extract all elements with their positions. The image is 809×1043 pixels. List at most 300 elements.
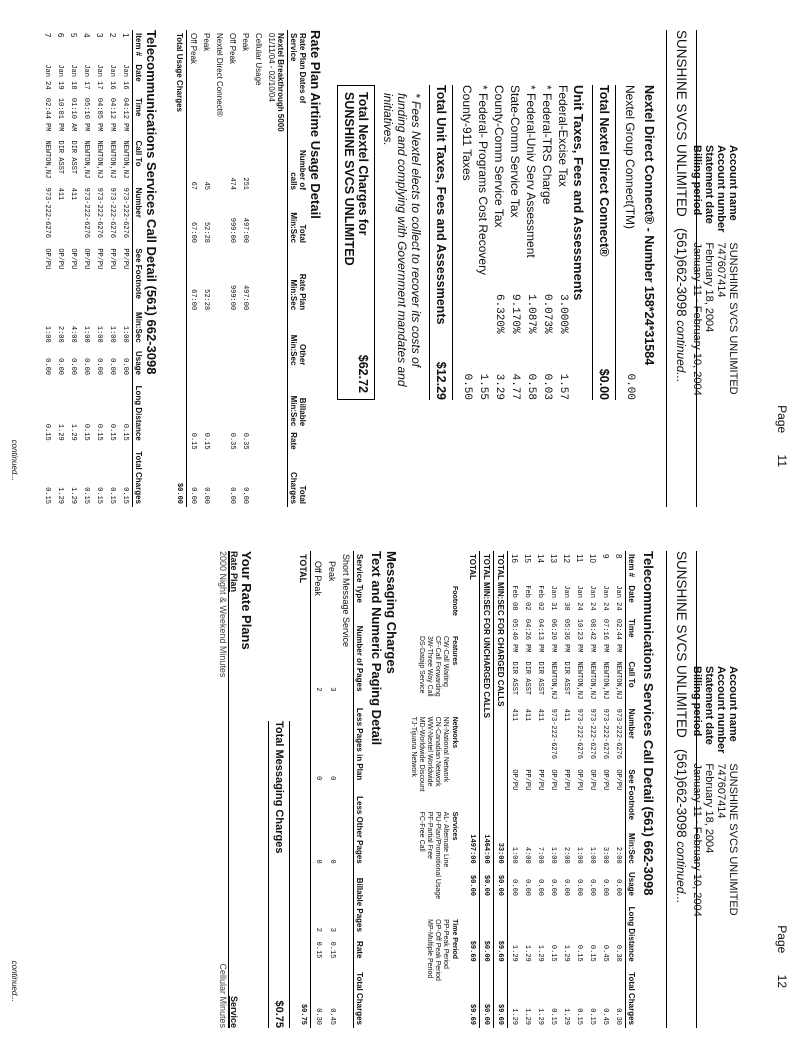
legend-item: NN-National Network [442, 716, 449, 783]
row-value: 999:00 [228, 284, 237, 311]
legend-item: DS-Datajp Service [418, 635, 425, 694]
call-to: NEWTON,NJ [575, 661, 584, 700]
column-header: Item # [626, 551, 638, 582]
total-row [480, 551, 494, 1028]
table-row [119, 30, 133, 507]
statement-page-12 [0, 521, 809, 1042]
column-header: See Footnote [626, 766, 638, 827]
legend-item: CN-Canadian Network [434, 716, 441, 787]
call-value: 1.29 [536, 944, 545, 962]
column-header: Number of Pages [354, 613, 366, 694]
call-date: Jan 16 [121, 64, 130, 90]
call-date: Feb 02 [523, 585, 532, 611]
item-number: 1 [121, 33, 130, 38]
row-value: 0 [328, 859, 336, 864]
call-value: 0.15 [43, 423, 52, 441]
call-number: 411 [69, 187, 78, 201]
tax-label: County-911 Taxes [460, 85, 474, 181]
page-header [691, 30, 809, 507]
call-footnote: OP/PU [69, 248, 78, 270]
row-value: 3 [328, 927, 336, 932]
row-value: 2 [314, 927, 322, 932]
call-value: 0.15 [588, 1008, 597, 1025]
row-value: 67:00 [189, 289, 198, 311]
call-value: 2:00 [56, 325, 65, 343]
call-time: 04:12 PM [121, 97, 130, 132]
call-date: Feb 02 [536, 585, 545, 611]
call-number: 973-222-6276 [43, 187, 52, 239]
row-value [187, 313, 201, 368]
row-value: 52:28 [202, 289, 211, 311]
call-value: 0.00 [108, 358, 117, 375]
table-row [612, 551, 626, 1028]
item-number: 8 [614, 554, 623, 559]
call-detail-title-p12: Telecommunications Services Call Detail (561) 662-3098 [641, 551, 656, 896]
call-value: 1.29 [69, 423, 78, 441]
tax-row [491, 85, 507, 400]
rate-plan-title: Rate Plan Airtime Usage Detail [308, 30, 323, 219]
call-value: 1.29 [510, 1008, 519, 1025]
legend-item: PU-Plan/Promotional Usage [434, 811, 441, 900]
item-number: 6 [56, 33, 65, 38]
row-value: 0.00 [189, 487, 198, 504]
call-to: DIR ASST [536, 661, 545, 696]
call-value: 0.00 [95, 358, 104, 375]
call-number: 411 [523, 708, 532, 722]
call-value: 1:00 [43, 325, 52, 343]
column-header: Call To [626, 659, 638, 706]
call-time: 04:13 PM [536, 618, 545, 653]
legend-item: CF-Call Forwarding [434, 635, 441, 697]
call-value: 0.15 [549, 944, 558, 962]
call-to: NEWTON,NJ [108, 140, 117, 179]
tax-rows [459, 85, 571, 400]
call-footnote: OP/PU [588, 769, 597, 791]
plan-name [265, 30, 288, 507]
call-value: 1.29 [69, 487, 78, 504]
call-time: 04:05 PM [95, 97, 104, 132]
row-value: 0.15 [202, 432, 211, 450]
call-value: 0.30 [614, 944, 623, 962]
call-value: 0.00 [588, 879, 597, 896]
ndc-title: Nextel Direct Connect® - Number 158*24*31584 [642, 85, 656, 366]
column-header: Long Distance [133, 378, 145, 444]
call-value: 0.00 [614, 879, 623, 896]
call-date: Jan 17 [95, 64, 104, 90]
call-number: 411 [510, 708, 519, 722]
column-header: Min:Sec [626, 827, 638, 866]
call-date: Jan 24 [614, 585, 623, 611]
tax-value: 0.03 [541, 373, 553, 400]
table-row [106, 30, 119, 507]
continued-footer: continued... [10, 960, 19, 1002]
tax-rate: 0.073% [541, 293, 553, 334]
call-value: 0.15 [588, 944, 597, 962]
call-time: 02:44 PM [614, 618, 623, 653]
item-number: 3 [95, 33, 104, 38]
row-value: 251 [241, 177, 250, 190]
total-label: TOTAL MIN:SEC FOR UNCHARGED CALLS [480, 551, 494, 827]
table-row [573, 551, 586, 1028]
call-value: 1.29 [510, 944, 519, 962]
row-value: 0.45 [328, 1008, 336, 1025]
column-header: Total Charges [626, 965, 638, 1028]
column-header: Service Type [354, 551, 366, 613]
column-header: Rate [288, 429, 309, 452]
total-value: $9.69 [466, 965, 480, 1028]
ndc-total-row: Total Nextel Direct Connect® $0.00 [592, 85, 616, 400]
call-date: Jan 30 [562, 585, 571, 611]
call-value: 0.00 [43, 358, 52, 375]
total-value: $0.00 [494, 867, 508, 899]
total-value: $0.00 [173, 453, 187, 507]
row-value: 3 [328, 687, 336, 692]
row-value: 0.00 [241, 487, 250, 504]
call-time: 02:44 PM [43, 97, 52, 132]
call-value: 0.15 [43, 487, 52, 504]
tax-row [459, 85, 475, 400]
page-header [691, 551, 809, 1028]
item-number: 11 [575, 554, 584, 563]
item-number: 10 [588, 554, 597, 563]
table-row [311, 551, 326, 1028]
column-header: Rate Plan Dates of Service [288, 30, 309, 133]
call-value: 0.00 [82, 358, 91, 375]
call-value: 0.00 [562, 879, 571, 896]
total-charges-box: Total Nextel Charges for SUNSHINE SVCS UNLIMITED $62.72 [337, 85, 375, 400]
call-time: 10:01 PM [56, 97, 65, 132]
legend-item: MP-Multiple Period [426, 919, 433, 979]
ndc-group-row: Nextel Group Connect(TM) 0.00 [623, 85, 637, 400]
column-header: Total Charges [288, 453, 309, 507]
call-time: 10:23 PM [575, 618, 584, 653]
call-date: Jan 16 [108, 64, 117, 90]
call-value: 1.29 [523, 944, 532, 962]
row-value: 0.00 [228, 487, 237, 504]
total-value: $9.69 [494, 965, 508, 1028]
table-row [93, 30, 106, 507]
column-header: Time [133, 95, 145, 138]
call-footnote: OP/PU [82, 248, 91, 270]
column-header: Call To [133, 138, 145, 185]
call-value: 0.15 [575, 1008, 584, 1025]
tax-row [539, 85, 555, 400]
item-number: 4 [82, 33, 91, 38]
column-header: Total Min:Sec [288, 193, 309, 246]
call-value: 1:00 [95, 325, 104, 343]
messaging-table [296, 551, 365, 1028]
table-row [80, 30, 93, 507]
call-value: 0.00 [56, 358, 65, 375]
row-value [252, 313, 265, 368]
total-label: TOTAL MIN:SEC FOR CHARGED CALLS [494, 551, 508, 827]
tax-rate: 6.320% [493, 293, 505, 334]
table-row [200, 30, 213, 507]
call-date: Feb 08 [510, 585, 519, 611]
call-to: DIR ASST [562, 661, 571, 696]
row-value [213, 133, 226, 193]
call-to: DIR ASST [510, 661, 519, 696]
row-value [252, 133, 265, 193]
total-value: $0.75 [296, 961, 311, 1028]
call-to: NEWTON,NJ [121, 140, 130, 179]
total-value: 33:00 [494, 827, 508, 866]
column-header: Less Pages in Plan [354, 694, 366, 783]
column-header: Other Min:Sec [288, 313, 309, 368]
row-label: Peak [327, 561, 337, 582]
row-label: Nextel Direct Connect® [215, 33, 224, 117]
call-value: 1.29 [562, 1008, 571, 1025]
legend-item: CW-Call Waiting [442, 635, 449, 687]
continued-line: SUNSHINE SVCS UNLIMITED (561)662-3098 continued... [666, 551, 697, 1028]
legend-item: PF-Partial Free [426, 811, 433, 860]
column-header: Time [626, 616, 638, 659]
call-value: 0.15 [549, 1008, 558, 1025]
call-footnote: PP/PU [108, 248, 117, 270]
table-row [239, 30, 252, 507]
column-header: Total Charges [133, 444, 145, 507]
call-value: 0.15 [108, 423, 117, 441]
column-header: Total Charges [354, 961, 366, 1028]
row-value [213, 193, 226, 246]
table-row [521, 551, 534, 1028]
row-label: Off Peak [228, 33, 237, 64]
call-value: 1:00 [575, 846, 584, 864]
call-date: Jan 31 [549, 585, 558, 611]
item-number: 16 [510, 554, 519, 563]
row-value [187, 368, 201, 429]
total-value: $0.00 [480, 899, 494, 965]
call-value: 0.15 [121, 423, 130, 441]
fees-note: * Fees Nextel elects to collect to recover its costs of funding and complying with Government mandates and initiatives. [381, 93, 423, 387]
table-row [599, 551, 612, 1028]
call-footnote: PP/PU [121, 248, 130, 270]
row-label: Cellular Usage [254, 33, 263, 86]
tax-value: 0.50 [461, 373, 473, 400]
table-row [339, 551, 354, 1028]
total-row [296, 551, 311, 1028]
call-to: NEWTON,NJ [601, 661, 610, 700]
call-footnote: OP/PU [575, 769, 584, 791]
tax-row [523, 85, 539, 400]
row-value [226, 313, 239, 368]
tax-value: 4.77 [509, 373, 521, 400]
tax-label: * Federal-Univ Serv Assessment [524, 85, 538, 258]
table-row [67, 30, 80, 507]
item-number: 9 [601, 554, 610, 559]
row-value: 0.30 [314, 1008, 322, 1025]
legend-item: WW-Nextel Worldwide [426, 716, 433, 787]
total-value: $0.00 [466, 867, 480, 899]
messaging-title: Messaging Charges [384, 551, 399, 674]
call-footnote: OP/PU [549, 769, 558, 791]
call-detail-table-p11 [41, 30, 144, 507]
call-date: Jan 24 [588, 585, 597, 611]
call-detail-table-p12 [466, 551, 637, 1028]
tax-label: County-Comm Service Tax [492, 85, 506, 228]
row-value [213, 246, 226, 313]
total-row [466, 551, 480, 1028]
tax-label: * Federal- Programs Cost Recovery [476, 85, 490, 276]
column-header: See Footnote [133, 245, 145, 306]
column-header: Less Other Pages [354, 783, 366, 866]
row-value: 0.15 [189, 432, 198, 450]
call-number: 411 [562, 708, 571, 722]
call-value: 0.45 [601, 944, 610, 962]
row-value [213, 453, 226, 507]
column-header: Rate [354, 935, 366, 961]
statement-page-11 [0, 0, 809, 521]
table-row [252, 30, 265, 507]
call-number: 411 [536, 708, 545, 722]
column-header: Rate Plan Min:Sec [288, 246, 309, 313]
tax-row [475, 85, 491, 400]
call-time: 08:42 PM [588, 618, 597, 653]
messaging-grand-total: Total Messaging Charges $0.75 [268, 721, 290, 1028]
call-value: 0.00 [510, 879, 519, 896]
continued-line: SUNSHINE SVCS UNLIMITED (561)662-3098 continued... [666, 30, 697, 507]
total-label: TOTAL [466, 551, 480, 827]
plan-dates: 01/11/04 - 02/10/04 [267, 33, 276, 102]
call-footnote: PP/PU [95, 248, 104, 270]
call-to: NEWTON,NJ [82, 140, 91, 179]
call-number: 973-222-6276 [575, 708, 584, 760]
call-time: 01:10 AM [69, 97, 78, 132]
table-row [560, 551, 573, 1028]
call-date: Jan 24 [575, 585, 584, 611]
call-value: 1.29 [56, 423, 65, 441]
call-footnote: OP/PU [601, 769, 610, 791]
row-value [213, 313, 226, 368]
column-header: Number [626, 706, 638, 767]
item-number: 7 [43, 33, 52, 38]
call-time: 05:40 PM [510, 618, 519, 653]
row-value: 2 [314, 687, 322, 692]
row-value [213, 429, 226, 452]
item-number: 5 [69, 33, 78, 38]
account-info: Account name SUNSHINE SVCS UNLIMITED Account number 747607414 Statement date February 18, 2004 Billing period January 11 - February 10, 2004 [691, 666, 739, 917]
call-to: NEWTON,NJ [549, 661, 558, 700]
call-footnote: PP/PU [562, 769, 571, 791]
call-value: 1.29 [523, 1008, 532, 1025]
table-row [187, 30, 201, 507]
call-number: 973-222-6276 [549, 708, 558, 760]
row-value: 999:00 [228, 217, 237, 243]
call-value: 1.29 [56, 487, 65, 504]
column-header: Usage [626, 867, 638, 899]
column-header: Long Distance [626, 899, 638, 965]
total-value: $9.69 [494, 899, 508, 965]
item-number: 15 [523, 554, 532, 563]
row-value: 0.35 [228, 432, 237, 450]
tax-value: 1.57 [557, 373, 569, 400]
table-row [547, 551, 560, 1028]
call-number: 411 [56, 187, 65, 201]
call-number: 973-222-6276 [95, 187, 104, 239]
call-value: 0.00 [69, 358, 78, 375]
call-value: 0.30 [614, 1008, 623, 1025]
call-value: 0.15 [575, 944, 584, 962]
column-header: Usage [133, 346, 145, 378]
call-value: 0.15 [121, 487, 130, 504]
call-value: 0.00 [121, 358, 130, 375]
legend-item: PP-Peak Period [442, 919, 449, 969]
row-value [252, 429, 265, 452]
row-value: 0.00 [202, 487, 211, 504]
call-value: 1:00 [121, 325, 130, 343]
call-number: 973-222-6276 [588, 708, 597, 760]
table-row [226, 30, 239, 507]
call-to: NEWTON,NJ [43, 140, 52, 179]
item-number: 14 [536, 554, 545, 563]
continued-footer: continued... [10, 439, 19, 481]
call-number: 973-222-6276 [108, 187, 117, 239]
row-value: 497:00 [241, 284, 250, 311]
column-header: Date [626, 582, 638, 616]
table-row [534, 551, 547, 1028]
call-value: 0.15 [82, 487, 91, 504]
page-number: Page 11 [775, 405, 789, 467]
service-group: Short Message Service [341, 554, 351, 648]
call-number: 973-222-6276 [601, 708, 610, 760]
total-label: TOTAL [296, 551, 311, 961]
table-row [265, 30, 288, 507]
call-number: 973-222-6276 [121, 187, 130, 239]
tax-rate: 3.000% [557, 293, 569, 334]
total-value: 1497:00 [466, 827, 480, 866]
column-header: Billable Min:Sec [288, 368, 309, 429]
call-value: 0.00 [601, 879, 610, 896]
call-time: 07:16 PM [601, 618, 610, 653]
total-value: 1464:00 [480, 827, 494, 866]
call-value: 4:00 [523, 846, 532, 864]
rate-plans-title: Your Rate Plans [239, 551, 254, 650]
tax-rate: 1.087% [525, 293, 537, 334]
row-value [252, 453, 265, 507]
call-time: 05:36 PM [562, 618, 571, 653]
tax-label: * Federal-TRS Charge [540, 85, 554, 205]
call-to: DIR ASST [523, 661, 532, 696]
total-label: Total Usage Charges [173, 30, 187, 453]
row-value: 0 [314, 859, 322, 864]
table-row [325, 551, 339, 1028]
tax-rate: 9.170% [509, 293, 521, 334]
row-value [239, 368, 252, 429]
call-value: 0.15 [95, 423, 104, 441]
row-value: 0 [314, 776, 322, 781]
rate-plan-table [173, 30, 308, 507]
call-value: 2:00 [562, 846, 571, 864]
call-time: 05:10 PM [82, 97, 91, 132]
row-value: 67:00 [189, 221, 198, 243]
call-date: Jan 17 [82, 64, 91, 90]
table-row [508, 551, 522, 1028]
call-footnote: PP/PU [523, 769, 532, 791]
row-label: Peak [241, 33, 250, 52]
total-value: $9.69 [466, 899, 480, 965]
messaging-subtitle: Text and Numeric Paging Detail [369, 551, 384, 746]
row-label: Peak [202, 33, 211, 52]
row-value: 0.15 [314, 941, 322, 959]
call-date: Jan 19 [56, 64, 65, 90]
call-to: DIR ASST [69, 140, 78, 175]
call-footnote: OP/PU [510, 769, 519, 791]
row-label: Off Peak [189, 33, 198, 64]
charges-box [337, 85, 656, 400]
row-label: Off Peak [313, 561, 323, 596]
legend-item: 3W-Three Way Call [426, 635, 433, 697]
call-footnote: OP/PU [43, 248, 52, 270]
